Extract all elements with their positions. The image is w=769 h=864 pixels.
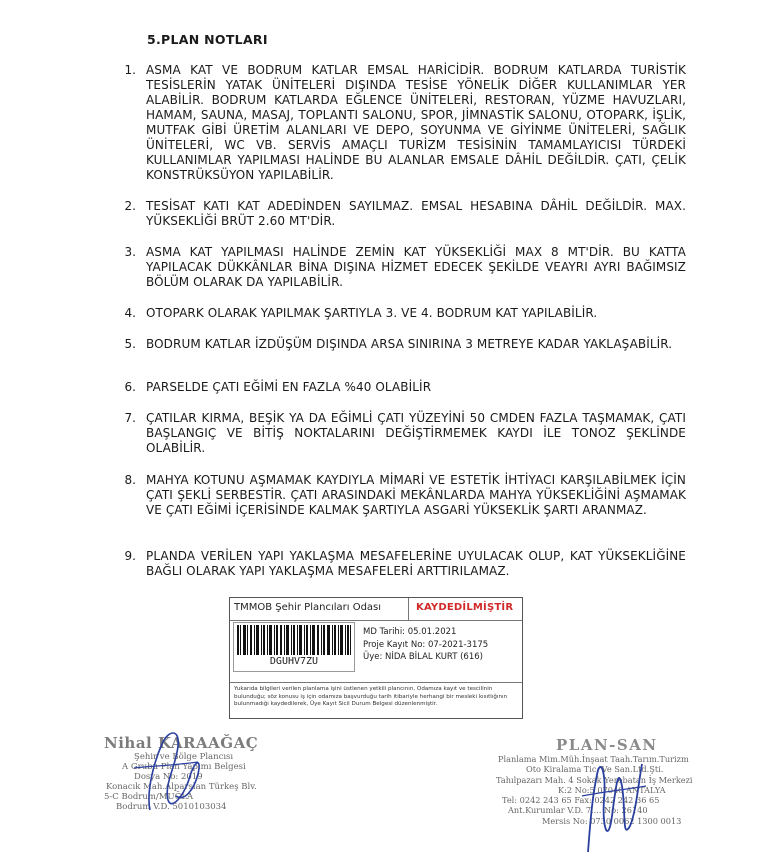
planner-line: A Grubu Plan Yapımı Belgesi [122, 762, 246, 772]
note-text: PLANDA VERİLEN YAPI YAKLAŞMA MESAFELERİNE UYULACAK OLUP, KAT YÜKSEKLİĞİNE BAĞLI OLARAK YAPI YAKLAŞMA MESAFELERİ ARTTIRILAMAZ. [146, 549, 686, 578]
stamp-divider [408, 598, 409, 620]
company-line: Planlama Mim.Müh.İnşaat Taah.Tarım.Turizm [498, 754, 689, 764]
note-number: 6. [124, 380, 136, 394]
note-number: 2. [124, 199, 136, 213]
company-signature-block [492, 736, 732, 826]
planner-line: Konacık Mah.Alparslan Türkeş Blv. [106, 782, 257, 792]
note-number: 8. [124, 473, 136, 487]
note-text: TESİSAT KATI KAT ADEDİNDEN SAYILMAZ. EMSAL HESABINA DÂHİL DEĞİLDİR. MAX. YÜKSEKLİĞİ BRÜT 2.60 MT'DİR. [146, 199, 686, 228]
note-number: 9. [124, 549, 136, 563]
barcode-icon [236, 625, 352, 655]
stamp-footer-text: Yukarıda bilgileri verilen planlama işini üstlenen yetkili plancının, Odamıza kayıt ve tescilinin bulunduğu; söz konusu iş için odamıza başvurduğu tarih itibariyle herhangi bir mesleki kısıtlığının bulunmadığı kaydedilerek, Üye Kayıt Sicil Durum Belgesi düzenlenmiştir. [234, 686, 508, 707]
stamp-status: KAYDEDİLMİŞTİR [416, 602, 514, 613]
note-text: MAHYA KOTUNU AŞMAMAK KAYDIYLA MİMARİ VE ESTETİK İHTİYACI KARŞILABİLMEK İÇİN ÇATI ŞEKLİ SERBESTİR. ÇATI ARASINDAKİ MEKÂNLARDA MAHYA YÜKSEKLİĞİNİ AŞMAMAK VE ÇATI EĞİMİ İÇERİSİNDE KALMAK ŞARTIYLA ASGARİ YÜKSEKLİK ŞARTI ARANMAZ. [146, 473, 686, 517]
company-line: Ant.Kurumlar V.D. 7.... No: 26140 [508, 805, 648, 816]
company-line: Tel: 0242 243 65 Fax: 0242 242 36 65 [502, 795, 660, 806]
stamp-footer [230, 682, 522, 719]
stamp-header [230, 598, 522, 621]
planner-line: Dosya No: 2019 [134, 772, 203, 782]
md-date: MD Tarihi: 05.01.2021 [363, 627, 457, 637]
note-number: 4. [124, 306, 136, 320]
planner-line: 5-C Bodrum/MUĞLA [104, 792, 194, 802]
note-text: ASMA KAT YAPILMASI HALİNDE ZEMİN KAT YÜKSEKLİĞİ MAX 8 MT'DİR. BU KATTA YAPILACAK DÜKKÂNLAR BİNA DIŞINA HİZMET EDECEK ŞEKİLDE VEAYRI AYRI BAĞIMSIZ BÖLÜM OLARAK DA YAPILABİLİR. [146, 245, 686, 289]
registration-stamp [229, 597, 523, 719]
note-number: 1. [124, 63, 136, 77]
planner-line: Şehir ve Bölge Plancısı [134, 752, 234, 762]
member-name: Üye: NİDA BİLAL KURT (616) [363, 652, 483, 662]
company-line: Tahılpazarı Mah. 4 Sokak Yerebatan İş Merkezi [496, 774, 693, 785]
stamp-organization: TMMOB Şehir Plancıları Odası [234, 602, 382, 613]
note-text: ASMA KAT VE BODRUM KATLAR EMSAL HARİCİDİR. BODRUM KATLARDA TURİSTİK TESİSLERİN YATAK ÜNİTELERİ DIŞINDA TESİSE YÖNELİK DİĞER KULLANIMLAR YER ALABİLİR. BODRUM KATLARDA EĞLENCE ÜNİTELERİ, RESTORAN, YÜZME HAVUZLARI, HAMAM, SAUNA, MASAJ, TOPLANTI SALONU, SPOR, JİMNASTİK SALONU, OTOPARK, İŞLİK, MUTFAK GİBİ ÜRETİM ALANLARI VE DEPO, SOYUNMA VE GİYİNME ÜNİTELERİ, SAĞLIK ÜNİTELERİ, WC VB. SERVİS AMAÇLI TURİZM TESİSİNİN TAMAMLAYICISI TÜRDEKİ KULLANIMLAR YAPILMASI HALİNDE BU ALANLAR EMSALE DÂHİL DEĞİLDİR. ÇATI, ÇELİK KONSTRÜKSÜYON YAPILABİLİR. [146, 63, 686, 182]
planner-name: Nihal KARAAĞAÇ [104, 734, 259, 752]
note-number: 3. [124, 245, 136, 259]
section-heading: 5.PLAN NOTLARI [147, 32, 268, 47]
note-number: 5. [124, 337, 136, 351]
note-text: PARSELDE ÇATI EĞİMİ EN FAZLA %40 OLABİLİR [146, 380, 432, 394]
planner-signature-block [100, 734, 290, 812]
company-line: Mersis No: 0730 0062 1300 0013 [542, 815, 682, 826]
project-number: Proje Kayıt No: 07-2021-3175 [363, 639, 489, 650]
company-name: PLAN-SAN [556, 736, 658, 754]
registration-details [363, 626, 488, 664]
barcode-code: DGUHV7ZU [269, 656, 319, 667]
note-text: ÇATILAR KIRMA, BEŞİK YA DA EĞİMLİ ÇATI YÜZEYİNİ 50 CMDEN FAZLA TAŞMAMAK, ÇATI BAŞLANGIÇ VE BİTİŞ NOKTALARINI DEĞİŞTİRMEMEK KAYDI İLE TONOZ ŞEKLİNDE OLABİLİR. [146, 411, 686, 455]
company-line: K:2 No:5 07040 ANTALYA [558, 784, 666, 795]
note-number: 7. [124, 411, 136, 425]
note-text: OTOPARK OLARAK YAPILMAK ŞARTIYLA 3. VE 4. BODRUM KAT YAPILABİLİR. [146, 306, 598, 320]
note-text: BODRUM KATLAR İZDÜŞÜM DIŞINDA ARSA SINIRINA 3 METREYE KADAR YAKLAŞABİLİR. [146, 337, 673, 351]
company-line: Oto Kiralama Tic. Ve San.Ltd.Şti. [526, 764, 664, 775]
planner-line: Bodrum V.D. 5010103034 [116, 802, 227, 812]
